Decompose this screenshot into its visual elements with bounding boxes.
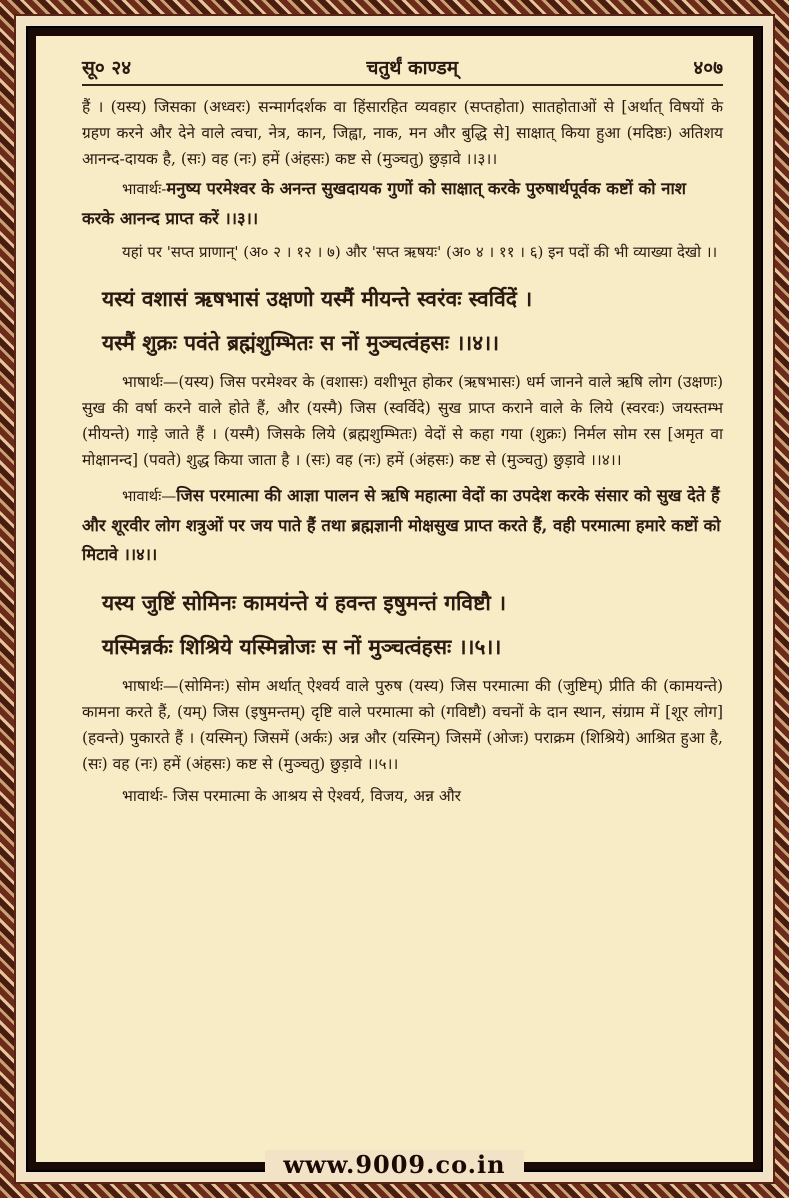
bhashartha-5: भाषार्थः—(सोमिनः) सोम अर्थात् ऐश्वर्य वाले पुरुष (यस्य) जिस परमात्मा की (जुष्टिम्) प्रीति की (कामयन्ते) कामना करते हैं, (यम्) जिस (इषुमन्तम्) दृष्टि वाले परमात्मा को (गविष्टौ) वचनों के दान स्थान, संग्राम में [शूर लोग] (हवन्ते) पुकारते हैं । (यस्मिन्) जिसमें (अर्कः) अन्न और (यस्मिन्) जिसमें (ओजः) पराक्रम (शिश्रिये) आश्रित हुआ है, (सः) वह (नः) हमें (अंहसः) कष्ट से (मुञ्चतु) छुड़ावे ।।५।। xyxy=(82,677,723,773)
book-page xyxy=(36,36,753,1162)
bhavarth-4-label: भावार्थः— xyxy=(122,487,177,505)
sukta-number: सू० २४ xyxy=(82,57,132,79)
bhavarth-3-text: मनुष्य परमेश्वर के अनन्त सुखदायक गुणों को साक्षात् करके पुरुषार्थपूर्वक कष्टों को नाश करके आनन्द प्राप्त करें ।।३।। xyxy=(82,179,686,228)
bhavarth-3-label: भावार्थः- xyxy=(122,180,167,198)
mantra-4-line-2: यस्मैं शुक्रः पवंते ब्रह्मंशुम्भितः स नों मुञ्चत्वंहसः ।।४।। xyxy=(102,330,500,355)
website-link[interactable]: www.9009.co.in xyxy=(265,1150,523,1179)
bhavarth-5: भावार्थः- जिस परमात्मा के आश्रय से ऐश्वर्य, विजय, अन्न और xyxy=(122,787,462,805)
mantra-5-line-1: यस्य जुष्टिं सोमिनः कामयंन्ते यं हवन्त इषुमन्तं गविष्टौ । xyxy=(102,590,507,615)
mantra-5 xyxy=(102,583,723,667)
mantra-4 xyxy=(102,279,723,363)
mantra-5-line-2: यस्मिन्नर्कः शिश्रिये यस्मिन्नोजः स नों मुञ्चत्वंहसः ।।५।। xyxy=(102,634,502,659)
page-header xyxy=(82,54,723,86)
note-reference: यहां पर 'सप्त प्राणान्' (अ० २ । १२ । ७) और 'सप्त ऋषयः' (अ० ४ । ११ । ६) इन पदों की भी व्याख्या देखो ।। xyxy=(122,243,718,261)
bhavarth-4 xyxy=(82,481,723,569)
bhavarth-3 xyxy=(82,174,723,233)
page-number: ४०७ xyxy=(693,57,723,79)
mantra-4-line-1: यस्यं वशासं ऋषभासं उक्षणो यस्मैं मीयन्ते स्वरंवः स्वर्विदें । xyxy=(102,286,533,311)
bhashartha-4: भाषार्थः—(यस्य) जिस परमेश्वर के (वशासः) वशीभूत होकर (ऋषभासः) धर्म जानने वाले ऋषि लोग (उक्षणः) सुख की वर्षा करने वाले होते हैं, और (यस्मै) जिस (स्वर्विदे) सुख प्राप्त कराने वाले के लिये (स्वरवः) जयस्तम्भ (मीयन्ते) गाड़े जाते हैं । (यस्मै) जिसके लिये (ब्रह्मशुम्भितः) वेदों से कहा गया (शुक्रः) निर्मल सोम रस [अमृत वा मोक्षानन्द] (पवते) शुद्ध किया जाता है । (सः) वह (नः) हमें (अंहसः) कष्ट से (मुञ्चतु) छुड़ावे ।।४।। xyxy=(82,373,723,469)
kanda-title: चतुर्थं काण्डम् xyxy=(366,57,459,79)
paragraph-3-translation: हैं । (यस्य) जिसका (अध्वरः) सन्मार्गदर्शक वा हिंसारहित व्यवहार (सप्तहोता) सातहोताओं से [अर्थात् विषयों के ग्रहण करने और देने वाले त्वचा, नेत्र, कान, जिह्वा, नाक, मन और बुद्धि से] साक्षात् किया हुआ (मदिष्ठः) अतिशय आनन्द-दायक है, (सः) वह (नः) हमें (अंहसः) कष्ट से (मुञ्चतु) छुड़ावे ।।३।। xyxy=(82,98,723,168)
bhavarth-4-text: जिस परमात्मा की आज्ञा पालन से ऋषि महात्मा वेदों का उपदेश करके संसार को सुख देते हैं और शूरवीर लोग शत्रुओं पर जय पाते हैं तथा ब्रह्मज्ञानी मोक्षसुख प्राप्त करते हैं, वही परमात्मा हमारे कष्टों को मिटावे ।।४।। xyxy=(82,486,721,564)
